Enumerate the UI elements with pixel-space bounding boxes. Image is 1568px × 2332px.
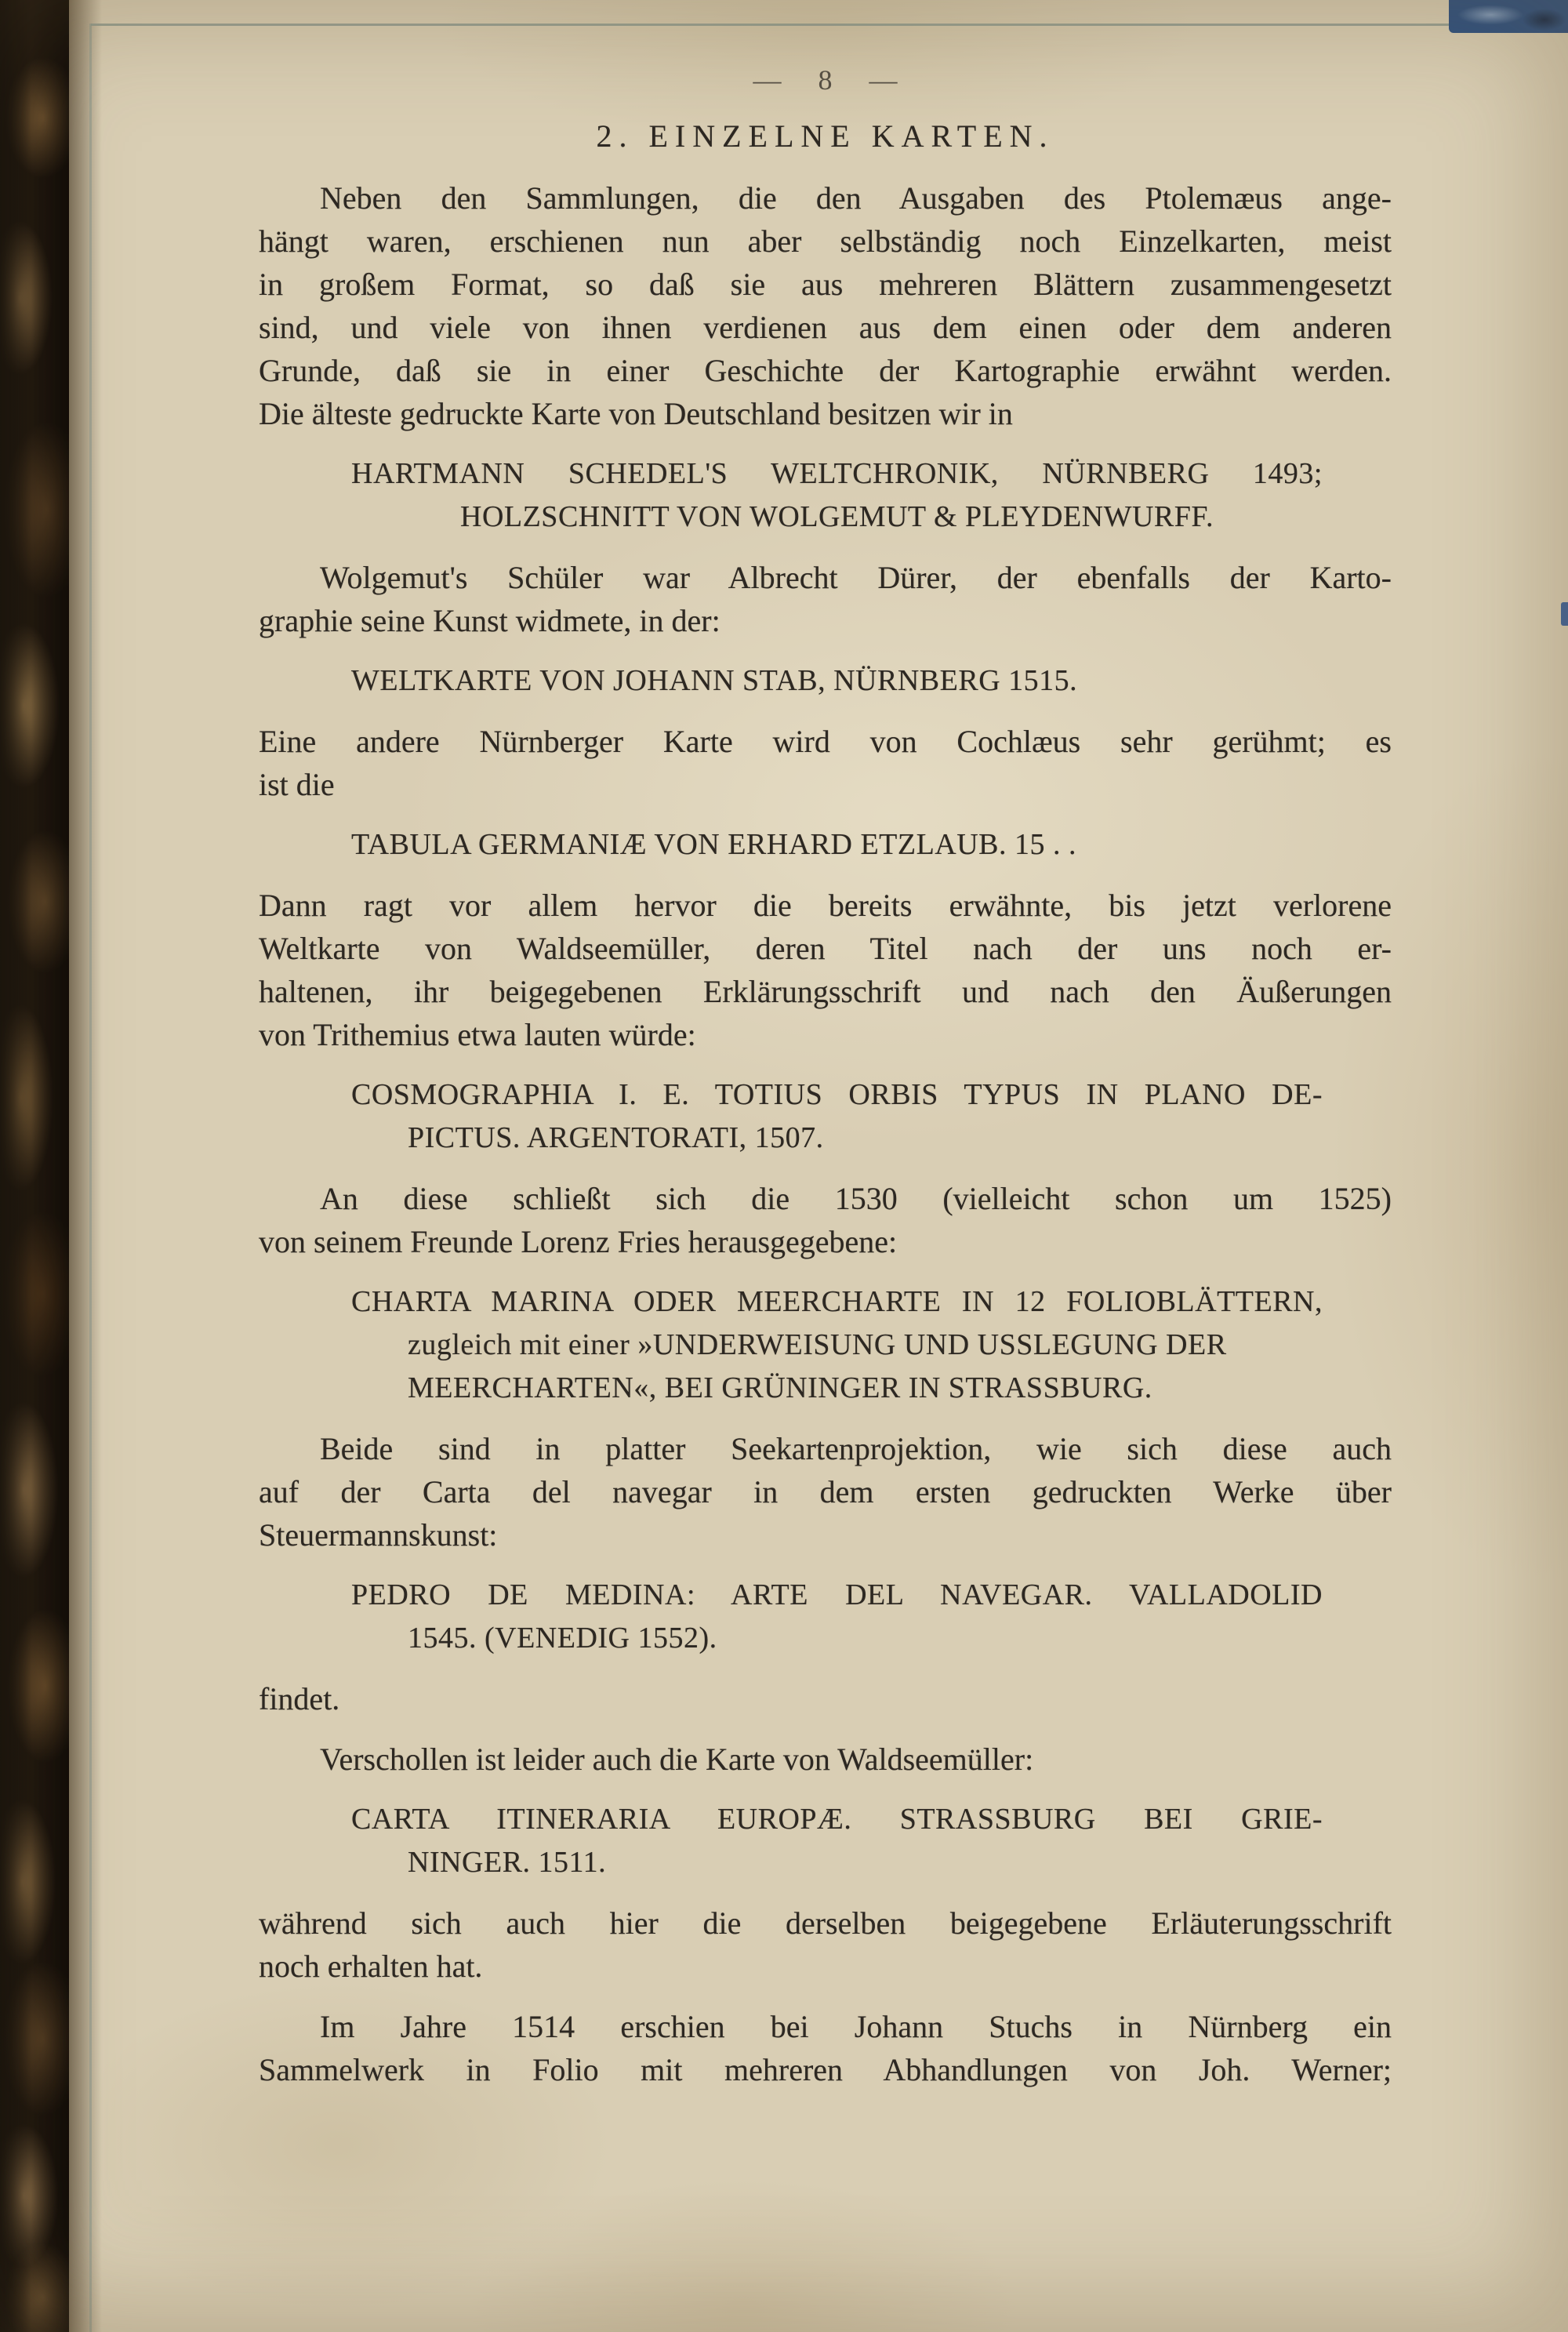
paragraph: [259, 1427, 1392, 1556]
text-line: WELTKARTE VON JOHANN STAB, NÜRNBERG 1515.: [351, 664, 1078, 697]
text-line: hängt waren, erschienen nun aber selbständig noch Einzelkarten, meist: [259, 223, 1392, 259]
text-line: auf der Carta del navegar in dem ersten gedruckten Werke über: [259, 1474, 1392, 1509]
page-number: — 8 —: [753, 64, 898, 96]
text-line: HARTMANN SCHEDEL'S WELTCHRONIK, NÜRNBERG 1493;: [351, 457, 1323, 490]
paragraph: [259, 720, 1392, 806]
text-line: An diese schließt sich die 1530 (vielleicht schon um 1525): [320, 1181, 1392, 1216]
paragraph: [259, 1177, 1392, 1263]
text-line: Grunde, daß sie in einer Geschichte der Kartographie erwähnt werden.: [259, 353, 1392, 388]
text-line: findet.: [259, 1681, 340, 1716]
paragraph: [259, 176, 1392, 435]
citation-block: [351, 1574, 1323, 1660]
text-line: von seinem Freunde Lorenz Fries herausgegebene:: [259, 1224, 898, 1259]
text-line: PEDRO DE MEDINA: ARTE DEL NAVEGAR. VALLADOLID: [351, 1578, 1323, 1611]
text-line: Neben den Sammlungen, die den Ausgaben des Ptolemæus ange-: [320, 180, 1392, 216]
book-spine-marbled-edge: [0, 0, 69, 2332]
text-line: NINGER. 1511.: [408, 1846, 607, 1879]
text-line: Im Jahre 1514 erschien bei Johann Stuchs in Nürnberg ein: [320, 2009, 1392, 2044]
text-line: Die älteste gedruckte Karte von Deutschland besitzen wir in: [259, 396, 1013, 431]
citation-block: [351, 823, 1323, 866]
text-line: Wolgemut's Schüler war Albrecht Dürer, der ebenfalls der Karto-: [320, 560, 1392, 595]
paragraph: [259, 1738, 1392, 1781]
citation-block: [351, 452, 1323, 539]
citation-block: [351, 659, 1323, 703]
text-line: sind, und viele von ihnen verdienen aus dem einen oder dem anderen: [259, 310, 1392, 345]
text-line: von Trithemius etwa lauten würde:: [259, 1017, 696, 1052]
text-line: Beide sind in platter Seekartenprojektion, wie sich diese auch: [320, 1431, 1392, 1466]
text-line: Weltkarte von Waldseemüller, deren Titel nach der uns noch er-: [259, 931, 1392, 966]
section-heading: 2. EINZELNE KARTEN.: [596, 118, 1054, 154]
text-line: COSMOGRAPHIA I. E. TOTIUS ORBIS TYPUS IN PLANO DE-: [351, 1078, 1323, 1111]
paragraph: [259, 2005, 1392, 2091]
text-line: CHARTA MARINA ODER MEERCHARTE IN 12 FOLIOBLÄTTERN,: [351, 1285, 1323, 1318]
text-line: Dann ragt vor allem hervor die bereits erwähnte, bis jetzt verlorene: [259, 888, 1392, 923]
text-line: in großem Format, so daß sie aus mehreren Blättern zusammengesetzt: [259, 267, 1392, 302]
text-line: PICTUS. ARGENTORATI, 1507.: [408, 1121, 824, 1154]
citation-block: [351, 1073, 1323, 1160]
paragraph: [259, 1902, 1392, 1988]
text-line: Eine andere Nürnberger Karte wird von Cochlæus sehr gerühmt; es: [259, 724, 1392, 759]
text-line: Steuermannskunst:: [259, 1517, 498, 1553]
text-line: während sich auch hier die derselben beigegebene Erläuterungsschrift: [259, 1905, 1392, 1941]
text-line: 1545. (VENEDIG 1552).: [408, 1622, 717, 1655]
text-line: graphie seine Kunst widmete, in der:: [259, 603, 720, 638]
citation-block: [351, 1280, 1323, 1410]
adjacent-page-edge-top: [91, 24, 1568, 26]
paragraph: [259, 1677, 1392, 1720]
citation-block: [351, 1798, 1323, 1884]
text-line: TABULA GERMANIÆ VON ERHARD ETZLAUB. 15 . .: [351, 828, 1077, 861]
paragraph: [259, 884, 1392, 1056]
text-line: ist die: [259, 767, 335, 802]
text-line: Sammelwerk in Folio mit mehreren Abhandlungen von Joh. Werner;: [259, 2052, 1392, 2087]
text-line: zugleich mit einer »UNDERWEISUNG UND USSLEGUNG DER: [408, 1328, 1227, 1361]
paragraph: [259, 556, 1392, 642]
text-line: Verschollen ist leider auch die Karte von Waldseemüller:: [320, 1742, 1034, 1777]
text-line: MEERCHARTEN«, BEI GRÜNINGER IN STRASSBURG.: [408, 1371, 1152, 1404]
text-line: HOLZSCHNITT VON WOLGEMUT & PLEYDENWURFF.: [460, 500, 1214, 533]
text-line: CARTA ITINERARIA EUROPÆ. STRASSBURG BEI GRIE-: [351, 1803, 1323, 1836]
adjacent-page-edge-left: [89, 24, 92, 2332]
library-label: [1449, 0, 1568, 33]
text-line: noch erhalten hat.: [259, 1949, 483, 1984]
text-column: [259, 59, 1392, 2091]
blue-edge-mark: [1561, 602, 1568, 626]
text-line: haltenen, ihr beigegebenen Erklärungsschrift und nach den Äußerungen: [259, 974, 1392, 1009]
